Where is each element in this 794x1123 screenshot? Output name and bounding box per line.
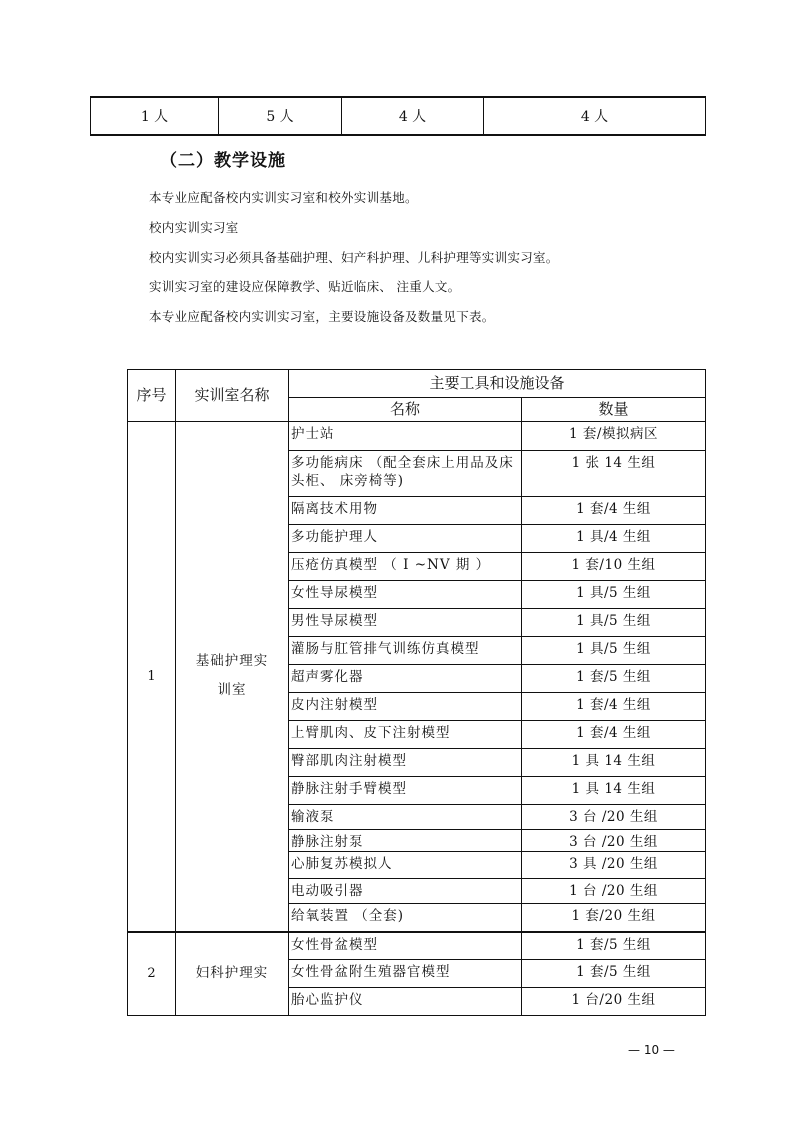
equipment-name: 女性骨盆模型 [289, 932, 522, 960]
equipment-name: 静脉注射手臂模型 [289, 777, 522, 805]
header-index: 序号 [128, 370, 176, 422]
equipment-name: 灌肠与肛管排气训练仿真模型 [289, 637, 522, 665]
room-name-line: 基础护理实 [195, 652, 269, 669]
equipment-name: 超声雾化器 [289, 665, 522, 693]
equipment-name: 静脉注射泵 [289, 830, 522, 852]
header-room: 实训室名称 [176, 370, 289, 422]
equipment-name: 隔离技术用物 [289, 497, 522, 525]
equipment-name: 女性导尿模型 [289, 581, 522, 609]
equipment-name: 女性骨盆附生殖器官模型 [289, 960, 522, 988]
staffing-table-bottom-row [90, 96, 706, 136]
staff-count-cell: 4 人 [342, 97, 484, 135]
equipment-name: 压疮仿真模型 （ I ~NV 期 ） [289, 553, 522, 581]
equipment-qty: 1 台 /20 生组 [522, 879, 706, 904]
room-name-line: 训室 [217, 682, 247, 699]
equipment-qty: 1 具 14 生组 [522, 777, 706, 805]
equipment-name: 胎心监护仪 [289, 988, 522, 1016]
equipment-qty: 1 具/4 生组 [522, 525, 706, 553]
equipment-name: 男性导尿模型 [289, 609, 522, 637]
header-equipment: 主要工具和设施设备 [289, 370, 706, 398]
staff-count-cell: 5 人 [219, 97, 342, 135]
staff-count-cell: 1 人 [91, 97, 219, 135]
equipment-qty: 1 台/20 生组 [522, 988, 706, 1016]
equipment-name: 臀部肌肉注射模型 [289, 749, 522, 777]
equipment-name: 上臂肌肉、皮下注射模型 [289, 721, 522, 749]
equipment-qty: 1 套/5 生组 [522, 960, 706, 988]
equipment-qty: 3 具 /20 生组 [522, 852, 706, 879]
equipment-qty: 3 台 /20 生组 [522, 830, 706, 852]
equipment-qty: 1 具/5 生组 [522, 609, 706, 637]
staff-count-cell: 4 人 [484, 97, 706, 135]
equipment-qty: 1 套/10 生组 [522, 553, 706, 581]
equipment-qty: 1 套/4 生组 [522, 497, 706, 525]
equipment-name: 多功能病床 （配全套床上用品及床头柜、 床旁椅等) [289, 451, 522, 497]
equipment-qty: 1 具/5 生组 [522, 637, 706, 665]
equipment-qty: 1 张 14 生组 [522, 451, 706, 497]
equipment-name: 皮内注射模型 [289, 693, 522, 721]
equipment-name: 给氧装置 （全套) [289, 904, 522, 932]
equipment-name: 心肺复苏模拟人 [289, 852, 522, 879]
equipment-qty: 1 套/5 生组 [522, 665, 706, 693]
equipment-qty: 1 套/20 生组 [522, 904, 706, 932]
equipment-name: 输液泵 [289, 805, 522, 830]
equipment-qty: 1 套/模拟病区 [522, 422, 706, 451]
equipment-qty: 1 具/5 生组 [522, 581, 706, 609]
section-heading: （二）教学设施 [160, 151, 286, 171]
equipment-name: 护士站 [289, 422, 522, 451]
paragraph: 实训实习室的建设应保障教学、贴近临床、 注重人文。 [149, 279, 461, 294]
equipment-qty: 1 套/5 生组 [522, 932, 706, 960]
equipment-name: 电动吸引器 [289, 879, 522, 904]
equipment-qty: 3 台 /20 生组 [522, 805, 706, 830]
room-name [176, 422, 289, 932]
header-name: 名称 [289, 398, 522, 422]
room-name [176, 932, 289, 1016]
paragraph: 本专业应配备校内实训实习室和校外实训基地。 [149, 190, 418, 205]
row-index: 2 [128, 932, 176, 1016]
row-index: 1 [128, 422, 176, 932]
equipment-qty: 1 套/4 生组 [522, 721, 706, 749]
equipment-qty: 1 套/4 生组 [522, 693, 706, 721]
page-number: — 10 — [628, 1043, 675, 1057]
header-quantity: 数量 [522, 398, 706, 422]
equipment-name: 多功能护理人 [289, 525, 522, 553]
equipment-qty: 1 具 14 生组 [522, 749, 706, 777]
facility-table [127, 369, 706, 1016]
paragraph: 校内实训实习室 [149, 220, 239, 235]
paragraph: 校内实训实习必须具备基础护理、妇产科护理、儿科护理等实训实习室。 [149, 250, 559, 265]
paragraph: 本专业应配备校内实训实习室，主要设施设备及数量见下表。 [149, 309, 495, 324]
room-name-line: 妇科护理实 [195, 965, 269, 982]
